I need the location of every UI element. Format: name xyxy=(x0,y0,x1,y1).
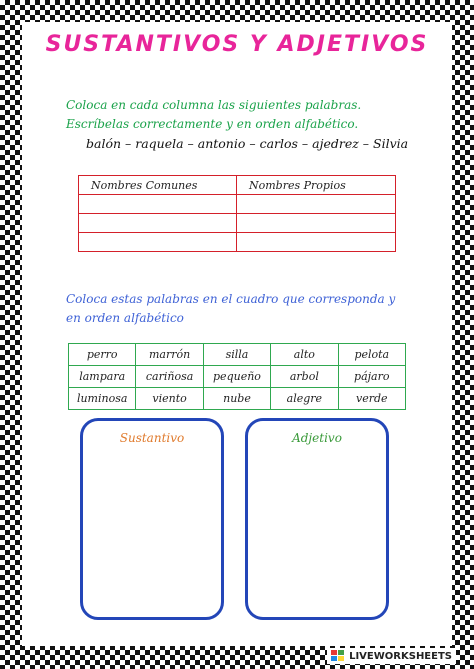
adjetivo-label: Adjetivo xyxy=(292,431,342,445)
word-row xyxy=(69,388,406,410)
word-cell[interactable]: pelota xyxy=(338,344,405,366)
liveworksheets-footer[interactable] xyxy=(327,648,456,664)
sustantivo-label: Sustantivo xyxy=(119,431,185,445)
word-cell[interactable]: verde xyxy=(338,388,405,410)
instruction-1: Coloca en cada columna las siguientes palabras. Escríbelas correctamente y en orden alfabético. xyxy=(66,98,362,131)
word-cell[interactable]: marrón xyxy=(136,344,203,366)
answer-cell[interactable] xyxy=(79,214,237,233)
header-nombres-propios: Nombres Propios xyxy=(237,176,396,195)
table-header-row xyxy=(79,176,396,195)
word-cell[interactable]: arbol xyxy=(271,366,338,388)
liveworksheets-logo-icon xyxy=(331,650,345,662)
word-cell[interactable]: luminosa xyxy=(69,388,136,410)
worksheet-title: SUSTANTIVOS Y ADJETIVOS xyxy=(45,32,429,57)
answer-cell[interactable] xyxy=(79,195,237,214)
word-cell[interactable]: silla xyxy=(203,344,270,366)
word-cell[interactable]: pájaro xyxy=(338,366,405,388)
adjetivo-drop-box[interactable] xyxy=(245,418,389,620)
word-cell[interactable]: alegre xyxy=(271,388,338,410)
footer-brand: LIVEWORKSHEETS xyxy=(349,650,452,662)
word-cell[interactable]: viento xyxy=(136,388,203,410)
table-row xyxy=(79,233,396,252)
word-grid xyxy=(68,343,406,410)
sustantivo-drop-box[interactable] xyxy=(80,418,224,620)
word-list-1: balón – raquela – antonio – carlos – ajedrez – Silvia xyxy=(86,136,409,151)
answer-cell[interactable] xyxy=(237,233,396,252)
answer-cell[interactable] xyxy=(237,195,396,214)
word-cell[interactable]: cariñosa xyxy=(136,366,203,388)
word-cell[interactable]: lampara xyxy=(69,366,136,388)
word-cell[interactable]: pequeño xyxy=(203,366,270,388)
names-table xyxy=(78,175,396,252)
answer-cell[interactable] xyxy=(237,214,396,233)
word-cell[interactable]: nube xyxy=(203,388,270,410)
word-cell[interactable]: perro xyxy=(69,344,136,366)
word-cell[interactable]: alto xyxy=(271,344,338,366)
table-row xyxy=(79,214,396,233)
instruction-2: Coloca estas palabras en el cuadro que corresponda y en orden alfabético xyxy=(66,292,396,325)
word-row xyxy=(69,344,406,366)
answer-cell[interactable] xyxy=(79,233,237,252)
header-nombres-comunes: Nombres Comunes xyxy=(79,176,237,195)
table-row xyxy=(79,195,396,214)
word-row xyxy=(69,366,406,388)
